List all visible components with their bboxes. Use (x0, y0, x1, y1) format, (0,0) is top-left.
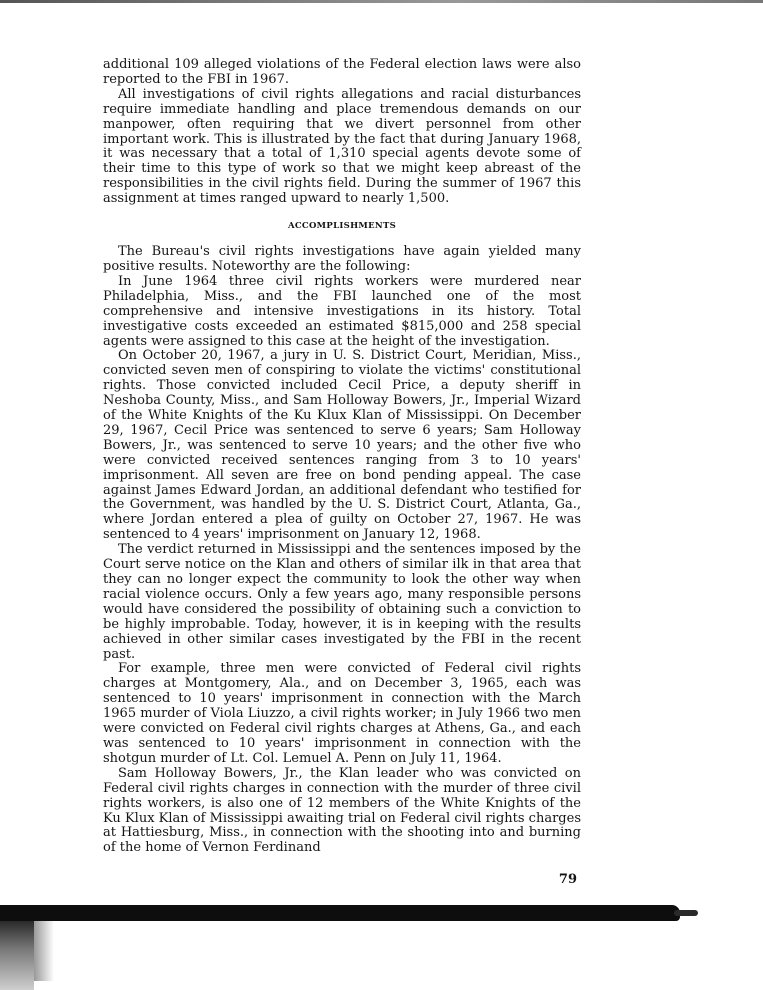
page-number: 79 (558, 872, 577, 887)
section-heading-accomplishments: ACCOMPLISHMENTS (287, 221, 397, 232)
scan-corner-shadow (0, 921, 34, 990)
scan-corner-fade (34, 921, 54, 981)
paragraph-continued: additional 109 alleged violations of the Federal election laws were also reported to the FBI in 1967. (103, 57, 581, 87)
paragraph-examples: For example, three men were convicted of Federal civil rights charges at Montgomery, Ala., and on December 3, 1965, each was sentenced to 10 years' imprisonment in connection with the March 1965 murder of Viola Liuzzo, a civil rights worker; in July 1966 two men were convicted on Federal civil rights charges at Athens, Ga., and each was sentenced to 10 years' imprisonment in connection with the shotgun murder of Lt. Col. Lemuel A. Penn on July 11, 1964. (103, 661, 581, 766)
scan-top-edge (0, 0, 763, 3)
paragraph-bowers: Sam Holloway Bowers, Jr., the Klan leader who was convicted on Federal civil rights charges in connection with the murder of three civil rights workers, is also one of 12 members of the White Knights of the Ku Klux Klan of Mississippi awaiting trial on Federal civil rights charges at Hattiesburg, Miss., in connection with the shooting into and burning of the home of Vernon Ferdinand (103, 765, 581, 856)
scan-bottom-bar (0, 905, 680, 921)
paragraph-manpower: All investigations of civil rights allegations and racial disturbances require immediate handling and place tremendous demands on our manpower, often requiring that we divert personnel from other important work. This is illustrated by the fact that during January 1968, it was necessary that a total of 1,310 special agents devote some of their time to this type of work so that we might keep abreast of the responsibilities in the civil rights field. During the summer of 1967 this assignment at times ranged upward to nearly 1,500. (103, 86, 581, 207)
paragraph-meridian-verdict: On October 20, 1967, a jury in U. S. District Court, Meridian, Miss., convicted seven men of conspiring to violate the victims' constitutional rights. Those convicted included Cecil Price, a deputy sheriff in Neshoba County, Miss., and Sam Holloway Bowers, Jr., Imperial Wizard of the White Knights of the Ku Klux Klan of Mississippi. On December 29, 1967, Cecil Price was sentenced to serve 6 years; Sam Holloway Bowers, Jr., was sentenced to serve 10 years; and the other five who were convicted received sentences ranging from 3 to 10 years' imprisonment. All seven are free on bond pending appeal. The case against James Edward Jordan, an additional defendant who testified for the Government, was handled by the U. S. District Court, Atlanta, Ga., where Jordan entered a plea of guilty on October 27, 1967. He was sentenced to 4 years' imprisonment on January 12, 1968. (103, 348, 581, 543)
paragraph-intro: The Bureau's civil rights investigations have again yielded many positive results. Noteworthy are the following: (103, 244, 581, 274)
paragraph-philadelphia: In June 1964 three civil rights workers were murdered near Philadelphia, Miss., and the FBI launched one of the most comprehensive and intensive investigations in its history. Total investigative costs exceeded an estimated $815,000 and 258 special agents were assigned to this case at the height of the investigation. (103, 273, 581, 349)
text-column (103, 58, 581, 856)
paragraph-verdict-notice: The verdict returned in Mississippi and the sentences imposed by the Court serve notice on the Klan and others of similar ilk in that area that they can no longer expect the community to look the other way when racial violence occurs. Only a few years ago, many responsible persons would have considered the possibility of obtaining such a conviction to be highly improbable. Today, however, it is in keeping with the results achieved in other similar cases investigated by the FBI in the recent past. (103, 542, 581, 662)
